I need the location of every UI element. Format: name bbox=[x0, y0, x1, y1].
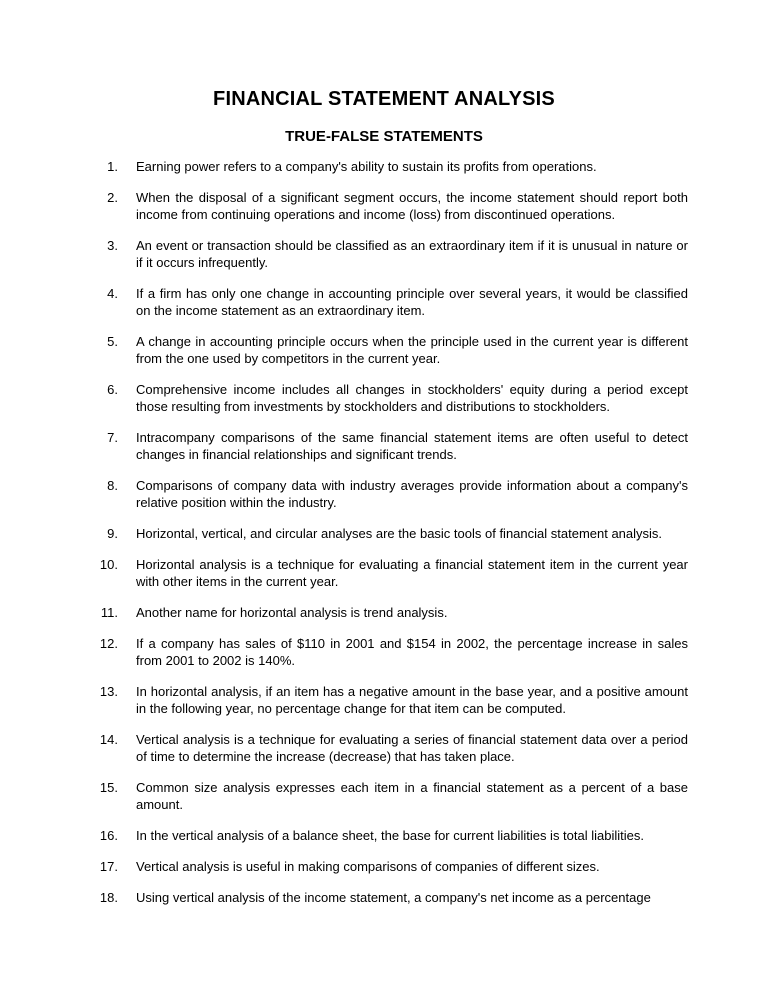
statement-number: 10. bbox=[99, 557, 118, 572]
statement-number: 12. bbox=[99, 636, 118, 651]
statement-item bbox=[80, 827, 688, 844]
statement-number: 7. bbox=[107, 430, 118, 445]
statement-number: 5. bbox=[107, 334, 118, 349]
statement-item bbox=[80, 429, 688, 463]
statement-item bbox=[80, 333, 688, 367]
statement-item bbox=[80, 381, 688, 415]
statement-number: 18. bbox=[99, 890, 118, 905]
statement-text: If a company has sales of $110 in 2001 and $154 in 2002, the percentage increase in sales from 2001 to 2002 is 140%. bbox=[136, 636, 688, 668]
statement-text: When the disposal of a significant segment occurs, the income statement should report both income from continuing operations and income (loss) from discontinued operations. bbox=[136, 190, 688, 222]
statement-item bbox=[80, 477, 688, 511]
statement-number: 4. bbox=[107, 286, 118, 301]
statement-item bbox=[80, 556, 688, 590]
statement-number: 11. bbox=[100, 605, 118, 620]
statement-number: 13. bbox=[99, 684, 118, 699]
statement-item bbox=[80, 635, 688, 669]
statement-item bbox=[80, 683, 688, 717]
statement-number: 2. bbox=[107, 190, 118, 205]
page-subtitle: TRUE-FALSE STATEMENTS bbox=[285, 128, 483, 145]
statement-item bbox=[80, 604, 688, 621]
statement-text: Intracompany comparisons of the same financial statement items are often useful to detect changes in financial relationships and significant trends. bbox=[136, 430, 688, 462]
statement-item bbox=[80, 858, 688, 875]
statement-text: In the vertical analysis of a balance sheet, the base for current liabilities is total liabilities. bbox=[136, 828, 644, 843]
statement-text: Earning power refers to a company's ability to sustain its profits from operations. bbox=[136, 159, 597, 174]
statement-text: Vertical analysis is a technique for evaluating a series of financial statement data over a period of time to determine the increase (decrease) that has taken place. bbox=[136, 732, 688, 764]
statement-number: 17. bbox=[99, 859, 118, 874]
statement-number: 8. bbox=[107, 478, 118, 493]
statement-item bbox=[80, 158, 688, 175]
statement-number: 1. bbox=[107, 159, 118, 174]
statement-number: 9. bbox=[107, 526, 118, 541]
page-title: FINANCIAL STATEMENT ANALYSIS bbox=[213, 88, 555, 110]
statement-number: 3. bbox=[107, 238, 118, 253]
statement-text: In horizontal analysis, if an item has a negative amount in the base year, and a positive amount in the following year, no percentage change for that item can be computed. bbox=[136, 684, 688, 716]
statement-text: Comparisons of company data with industry averages provide information about a company's relative position within the industry. bbox=[136, 478, 688, 510]
statement-item bbox=[80, 525, 688, 542]
statement-number: 15. bbox=[99, 780, 118, 795]
statement-item bbox=[80, 237, 688, 271]
statement-text: Horizontal analysis is a technique for evaluating a financial statement item in the current year with other items in the current year. bbox=[136, 557, 688, 589]
statement-number: 6. bbox=[107, 382, 118, 397]
statement-text: If a firm has only one change in accounting principle over several years, it would be classified on the income statement as an extraordinary item. bbox=[136, 286, 688, 318]
statement-number: 16. bbox=[99, 828, 118, 843]
statement-item bbox=[80, 285, 688, 319]
statement-item bbox=[80, 731, 688, 765]
statement-text: An event or transaction should be classified as an extraordinary item if it is unusual in nature or if it occurs infrequently. bbox=[136, 238, 688, 270]
statement-item bbox=[80, 779, 688, 813]
statement-text: Using vertical analysis of the income statement, a company's net income as a percentage bbox=[136, 890, 651, 905]
statement-item bbox=[80, 189, 688, 223]
statements-list bbox=[80, 158, 688, 906]
statement-text: Vertical analysis is useful in making comparisons of companies of different sizes. bbox=[136, 859, 600, 874]
statement-text: A change in accounting principle occurs when the principle used in the current year is different from the one used by competitors in the current year. bbox=[136, 334, 688, 366]
statement-text: Common size analysis expresses each item in a financial statement as a percent of a base amount. bbox=[136, 780, 688, 812]
statement-item bbox=[80, 889, 688, 906]
statement-number: 14. bbox=[99, 732, 118, 747]
statement-text: Horizontal, vertical, and circular analyses are the basic tools of financial statement analysis. bbox=[136, 526, 663, 541]
statement-text: Another name for horizontal analysis is trend analysis. bbox=[136, 605, 448, 620]
statement-text: Comprehensive income includes all changes in stockholders' equity during a period except those resulting from investments by stockholders and distributions to stockholders. bbox=[136, 382, 688, 414]
